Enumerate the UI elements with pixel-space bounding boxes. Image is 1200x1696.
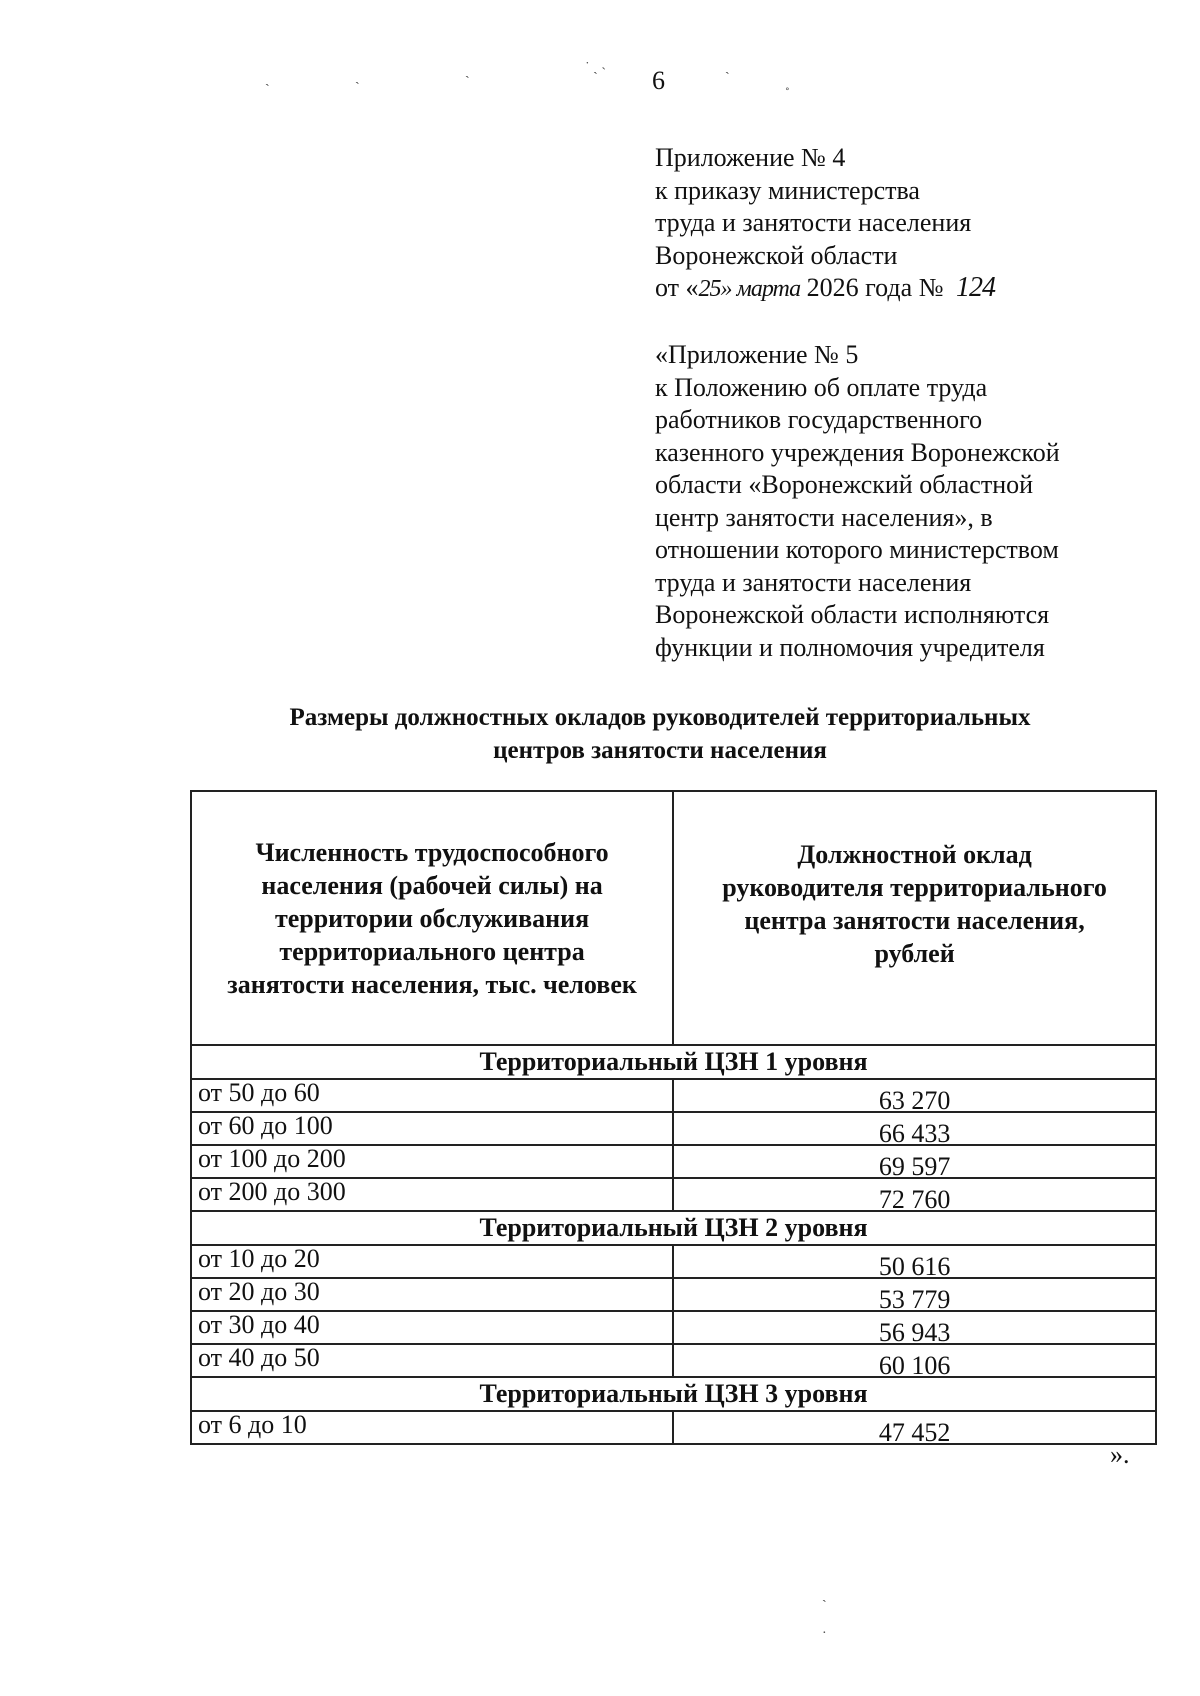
level-row bbox=[191, 1045, 1156, 1079]
table-row bbox=[191, 1344, 1156, 1377]
table-row bbox=[191, 1112, 1156, 1145]
appendix-header-line: к приказу министерства bbox=[655, 175, 920, 205]
appendix-quote-line: «Приложение № 5 bbox=[655, 340, 859, 369]
appendix-quote-line: Воронежской области исполняются bbox=[655, 600, 1050, 629]
header-line: рублей bbox=[874, 939, 955, 968]
appendix-quote bbox=[655, 339, 1060, 664]
table-row bbox=[191, 1178, 1156, 1211]
date-prefix: от « bbox=[655, 273, 699, 302]
scan-speck: ˎ bbox=[822, 1588, 827, 1603]
order-date-line bbox=[655, 272, 995, 306]
table-header-row bbox=[191, 791, 1156, 1045]
population-range: от 50 до 60 bbox=[191, 1079, 673, 1112]
handwritten-order-number: 124 bbox=[956, 272, 995, 303]
population-range: от 20 до 30 bbox=[191, 1278, 673, 1311]
document-title bbox=[190, 701, 1130, 767]
population-range: от 10 до 20 bbox=[191, 1245, 673, 1278]
table-row bbox=[191, 1311, 1156, 1344]
salary-value: 69 597 bbox=[673, 1145, 1156, 1178]
header-line: руководителя территориального bbox=[722, 873, 1107, 902]
appendix-header-line: Приложение № 4 bbox=[655, 143, 846, 172]
appendix-quote-line: труда и занятости населения bbox=[655, 567, 972, 597]
date-suffix: 2026 года № bbox=[800, 273, 950, 302]
document-title-line: Размеры должностных окладов руководителей территориальных bbox=[289, 704, 1031, 731]
appendix-quote-line: работников государственного bbox=[655, 405, 983, 434]
scan-speck: ˎ bbox=[465, 64, 470, 79]
salary-value: 72 760 bbox=[673, 1178, 1156, 1211]
document-title-line: центров занятости населения bbox=[493, 737, 827, 764]
table-row bbox=[191, 1245, 1156, 1278]
salary-value: 53 779 bbox=[673, 1278, 1156, 1311]
level-row bbox=[191, 1377, 1156, 1411]
salary-table bbox=[190, 790, 1157, 1445]
header-line: центра занятости населения, bbox=[744, 906, 1085, 935]
table-row bbox=[191, 1145, 1156, 1178]
salary-value: 60 106 bbox=[673, 1344, 1156, 1377]
handwritten-date: 25» марта bbox=[698, 276, 801, 302]
appendix-header bbox=[655, 142, 995, 306]
level-row bbox=[191, 1211, 1156, 1245]
header-line: Численность трудоспособного bbox=[255, 837, 609, 867]
scan-speck: ˏ bbox=[355, 70, 360, 85]
appendix-header-line: труда и занятости населения bbox=[655, 208, 972, 237]
population-range: от 100 до 200 bbox=[191, 1145, 673, 1178]
level-label: Территориальный ЦЗН 1 уровня bbox=[191, 1045, 1156, 1079]
header-line: территориального центра bbox=[279, 936, 585, 966]
salary-value: 66 433 bbox=[673, 1112, 1156, 1145]
appendix-header-line: Воронежской области bbox=[655, 240, 898, 270]
table-row bbox=[191, 1079, 1156, 1112]
appendix-quote-line: функции и полномочия учредителя bbox=[655, 632, 1045, 662]
population-range: от 60 до 100 bbox=[191, 1112, 673, 1145]
table-row bbox=[191, 1278, 1156, 1311]
salary-value: 63 270 bbox=[673, 1079, 1156, 1112]
population-range: от 6 до 10 bbox=[191, 1411, 673, 1444]
salary-value: 47 452 bbox=[673, 1411, 1156, 1444]
appendix-quote-line: отношении которого министерством bbox=[655, 535, 1059, 564]
appendix-quote-line: центр занятости населения», в bbox=[655, 502, 993, 532]
level-label: Территориальный ЦЗН 2 уровня bbox=[191, 1211, 1156, 1245]
header-line: территории обслуживания bbox=[274, 903, 590, 933]
header-salary bbox=[673, 791, 1156, 1045]
scan-speck: ˏ bbox=[265, 72, 270, 87]
header-population bbox=[191, 791, 673, 1045]
scan-speck: ˏ bbox=[725, 60, 730, 75]
scan-speck: ˳ bbox=[785, 76, 790, 91]
salary-value: 50 616 bbox=[673, 1245, 1156, 1278]
level-label: Территориальный ЦЗН 3 уровня bbox=[191, 1377, 1156, 1411]
population-range: от 30 до 40 bbox=[191, 1311, 673, 1344]
appendix-quote-line: к Положению об оплате труда bbox=[655, 372, 988, 402]
header-line: Должностной оклад bbox=[797, 840, 1032, 869]
population-range: от 200 до 300 bbox=[191, 1178, 673, 1211]
scan-speck: · bbox=[822, 1626, 827, 1641]
appendix-quote-line: казенного учреждения Воронежской bbox=[655, 437, 1060, 467]
closing-quote: ». bbox=[1110, 1440, 1130, 1469]
page-number: 6 bbox=[652, 66, 665, 95]
header-line: населения (рабочей силы) на bbox=[261, 870, 603, 900]
appendix-quote-line: области «Воронежский областной bbox=[655, 470, 1034, 499]
salary-value: 56 943 bbox=[673, 1311, 1156, 1344]
population-range: от 40 до 50 bbox=[191, 1344, 673, 1377]
table-row bbox=[191, 1411, 1156, 1444]
scan-speck: ˙ ˎ ˴ bbox=[585, 60, 606, 75]
header-line: занятости населения, тыс. человек bbox=[227, 969, 637, 999]
salary-table-wrapper bbox=[190, 790, 1157, 1445]
